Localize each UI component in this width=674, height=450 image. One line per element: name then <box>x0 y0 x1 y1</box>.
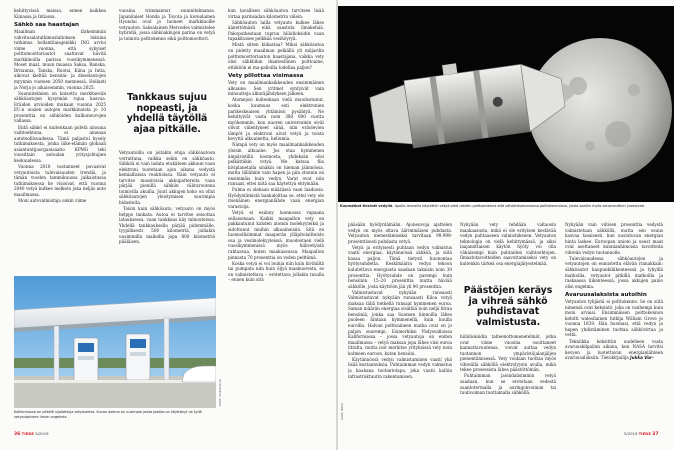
body-paragraph: kun tavallisen sähköauton tarvitsee lisää virtaa parinsadan kilometrin välein. <box>228 8 324 19</box>
photo-caption-text: Apollo-lennoilla käytettiin vetyä sekä raketin polttoaineena että sähköntuotannossa polttokennoissa, joista saatiin myös astronauttien juomavesi. <box>394 204 646 208</box>
right-column-2 <box>460 222 556 278</box>
left-page <box>0 0 336 450</box>
body-paragraph: Valmistustavat nykyään runsaasti Valmistustavat nykyään runsaasti Kiloa vetyä maksaa tällä hetkellä runsaat kymmenen euroa. Saman määrän energiaa sisältää noin neljä litraa bensiiniä, jonka saa Suomen hinnoilla lähes puoleen hintaan kymmenellä, kuin kuulla euroilla. Halvan polttoaineen matka ovat on jo paljon suurempi. Esimerkiksi Yhdysvalloissa Kaliforniassa – jossa vetyautoja on eniten maailmassa – vetyä maksaa jopa lähes viisi euroa litralta, mutta isot merkitse yrityksissä vety noin kolmeen euroon, kuten bensiini. <box>348 289 452 356</box>
body-paragraph: vuosina trimmannut suunnitelmansa. Japanilaiset Honda ja Toyota ja korealainen Hyundai ovat jo tuoneet markkinoille vetyauton. Saksalainen Mercedes valmistelee hybridiä, jossa sähköakkujen parina on vetyä ja toimiva polttokenno eikä polttomoottori. <box>119 8 215 41</box>
left-column-2-lower <box>119 150 215 270</box>
body-paragraph: hiilidioksidin talteenottomenetelmät, jotka ovat viime vuosina osoittaneet kannattavuutensa, voivat auttaa vedyn tuotannon ympäristöjalanjäljen pienentämisessä. Vety voidaan tuottaa myös vihreällä sähköllä elektrolyysin avulla, mikä tekee prosessista lähes päästöttömän. <box>460 334 556 373</box>
photo-credit: KUVA: NASA <box>340 403 344 420</box>
body-paragraph: Sähköauton lailla vetyauto kulkee lähes äänettömästi eikä saastuta ilmakehää. Pakoputkestaan tupruu hiilidioksidin vaan tupakituisee pelkkää vesihöyryä. <box>228 19 324 42</box>
section-heading: Sähkö saa haastajan <box>14 21 79 28</box>
photo-caption: Kaliforniassa on pitkälti sijoitettuja vetyasemia. Kuvan asema on uusimpia joista Jaakko on käyttänyt ne kyllä vetyautoineen ilman ongelmia. <box>14 410 202 419</box>
body-paragraph: Entä sähkö ei kuitenkaan pidetä ainoana vaihtoehtona, ei aineaan autoteollisuudessa. Tämä paljastui kysely tutkimuksesta, jonka liike-elämän globaali asiantuntijaorganisaatio KPMG teki vuosittain autoalan yritysjohtajien keskuudessa. <box>14 124 106 163</box>
spacecraft-moon-illustration <box>338 6 674 202</box>
body-paragraph <box>565 339 663 361</box>
body-paragraph: Atomejosi kuitenkaan vielä muodostunut, koska kuumuus esti elektronien parikeskeaisen yhtämissi pysähtyä. Ne kehittyivät vasta noin 380 000 vuotta myöhemmin, kun nuoren universumin oivät olivat viilentyneet siinä, niin eräolevien lämpöt ja elektroni aivat vetyä ja toista kevyttä alkuainetta, heliumia. <box>228 97 324 142</box>
hydrogen-station-illustration <box>14 276 216 408</box>
pull-quote: Tankkaus sujuu nopeasti, ja yhdellä täytöllä ajaa pitkälle. <box>126 92 208 135</box>
body-paragraph: pääsään hyödyntämään. Ajoneuvoja ajattelen vedyn on myös oltava äärimmäisen puhdasta. Vetyauton menestämiseksi tarvitaan 99,999-prosenttisesti puhdasta vetyä. <box>348 222 452 244</box>
body-paragraph: Puhtaimman jaoindalisimmin vetyä saadaan, kun se erotetaan vedestä saantotermalla ja auringonvoiman tai tuulivoiman tuottamalla sähköllä. <box>460 373 556 396</box>
issue-number: 5/2019 <box>624 431 638 436</box>
left-folio <box>14 431 49 437</box>
body-text: Tekniikka keksittiin uudelleen vasta avaruuskilpailun aikana, kun NASA tarvitsi kevyen ja luotettavan energianlähteen avaruusaluksiin. Tietokirjailija <box>565 338 663 361</box>
body-paragraph: Vuonna 2018 vastanneet povasivat vetyautoista tulevaisuuden trendiä, ja tämän vuoden tammikuussa julkaistussa tutkimuksessa he visioivat, että vuonna 2040 vetyä kulkee melkein joka neljäs auto maailmassa. <box>14 164 106 197</box>
body-paragraph: Koska vetyä ei voi louhia niin kuin kivihiiltä tai pumpata niin kuin öljyä maakuoresta, se on valmistettava – erotettava jollakin tavalla – ennen kuin sitä <box>228 260 324 283</box>
body-paragraph: Käytännössä vedyn valmistaminen vaatii yhä lisää kustannuksia. Puhtaimman vedyn valmistus ja kaukana tuotantotapa, joka vaatii kalliin infrastruktuurin rakentamisen. <box>348 356 452 379</box>
body-paragraph: Mistä sitten kiikastaa? Miksi sähköautoa on pidetty maailman pelkällä yli miljardin polttomoottoriauton haastajana, vaikka vety olisi sähkliikin ihanteellinen polttoaine, ettäköön ei ma-palloilla todellaa paljon? <box>228 42 324 70</box>
issue-number: 5/2019 <box>35 431 49 436</box>
right-column-2-lower <box>460 334 556 422</box>
body-paragraph: Vetyä ja erityisesti puhtaan vedyn valmistus vaatii energiaa, käytännössä sähköä, ja siitä kasaa paljon. Tämä tietysti huonontaa hyötysuhdetta. Keskimäärin vedyn tekoon kulutettava energiasta saadaan takaisin noin 30 prosenttia. Hyötysuhde on parempi kuin bensiinin 15–20 prosenttia mutta häviää sähkölle, josta käyttöön jää yli 90 prosenttia. <box>348 244 452 289</box>
left-column-1 <box>14 8 106 270</box>
body-paragraph: Pulma ei olekaan määrässä vaan laadussa. Hyödyntämistä hankaloittaa se, ettei vety ole itsenäinen energianlähde vaan energian varastoija. <box>228 187 324 210</box>
apollo-spacecraft-photo <box>338 6 674 202</box>
right-page <box>338 0 674 450</box>
right-folio <box>624 431 659 437</box>
photo-caption-label: Kuumatkat tiesivät vedyllä. <box>340 204 395 208</box>
magazine-name: TIEDE <box>21 431 34 436</box>
pull-quote: Päästöjen keräys ja vihreä sähkö puhdistavat valmistusta. <box>463 285 553 328</box>
left-column-3 <box>228 8 324 421</box>
section-heading: Avaruusalaksista autoihin <box>565 291 647 298</box>
intro-paragraph: kehittyvissä maissa, ennen kaikkea Kiinassa ja Intiassa. <box>14 8 106 19</box>
body-paragraph: Toisin kuin sähköauto, vetyauto on myös helppo tankata. Autoa ei tarvitse seisottaa latauksessa, vaan tankkaus käy minuuteissa. Yhdellä tankkauksella pärjää pidemmälle, tyypillisesti 500 kilometriä, joillakin uusimmilla malleilla jopa 800 kilometriä pääläisen, <box>119 206 215 245</box>
body-paragraph: Vetyautoilla on joitakin etuja sähköautoon verrattuna, vaikka sekin on sähköauto. Sähköä ei vain ladata etukäteen akkuun vaan elektroni tuotetaan ajon aikana vedystä kemiallisissa reaktioissa. Näin vetyauto ei tarvitse massiivisia akkupattereita vaan pärjää pienillä sähkön väliraroutena toimivilla akuilla. Juuri akkujen koko on ollut sähköautojen yleistymisen suurimpia hidasteita. <box>119 150 215 205</box>
hydrogen-station-photo <box>14 276 216 408</box>
right-column-1 <box>348 222 452 422</box>
page-number: 36 <box>14 432 21 437</box>
body-paragraph: Nämpä vety on myös maailmankaikkeuden yleisin alkuaine. Jos otaa kymmenen ämpäristillä kosmosta, yhdeksän olisi pelkättäkin vetyä. Me katsaa flia kiviplanetalla sinäkin on hieman jäännössa, mutta tällähkin vain hapen ja piin stonnin on ensimmäis kuin vedyn. Varat ovat niin runsaat, ettei niitä saa käytettyä ehtymään. <box>228 142 324 187</box>
section-heading: Vety piilottaa visimassa <box>228 72 304 79</box>
photo-caption <box>340 204 650 209</box>
left-column-2 <box>119 8 215 86</box>
body-paragraph: Vetyauton tyhjästä ei polttokenno. Se on siitä nimensä ovat keksintö, joka on vanhempi kuin moni arvaisi. Ensimmäisen polttokennon kehitti walesilainen tutkija William Grove jo vuonna 1839. Hän huomasi, että vedyn ja hapen yhdistäminen tuottaa sähkövirtaa ja vettä. <box>565 299 663 338</box>
body-paragraph: Suunnitelmien on katsottu merkitsevän sähköautojen kysynnän rajua kasvua. Eräiden arvioiden mukaan vuonna 2025 EU:n uusien autojen markkinoista jo 10 prosenttia on sähköiden kulkuneuvojen vallassa. <box>14 90 106 124</box>
body-paragraph: Maailman tärkeimmän vahvitusalatutkimuslaitoksen lukuina tutkimus hollantilaisgenikki ING arvioi viime vuonna, että sykyiset polttomoottoriautot saattavat hävitä markkinoilla parissa vuosikymmenessä. Moset maat, muun muassa Saksa, Ranska, Britannia, Tanska, Ruotsi, Kiina ja Intia, aikovat kieltää bensiini- ja dieselautojen myynnin vuoteen 2050 mennessä, Hollanti ja Norja jo aikaisemmin, vuonna 2025. <box>14 29 106 90</box>
author-byline: Jukka Vor- <box>630 355 654 361</box>
body-paragraph: Vety on maailmankaikkeuden ensimmäinen alkuaine. Sen yritmet syntyivät vain minuutteja alkuräjähdyksen jälkeen. <box>228 80 324 97</box>
body-paragraph: Nykyään vain viitisen prosenttia vedystä valmistetaan sähköllä, mutta sen osuus kasvaa tasaisesti, kun uusiutuvan energian hinta laskee. Euroopan unioni ja useat maat ovat asettaneet kunnianhimoisia tavoitteita vihreän vedyn tuotannolle. <box>565 222 663 255</box>
body-paragraph: Vetyä ei esiinny luonnossa vapaana sellaisenaan. Kaikki maapallon vety on pakkautunut kahden atomin molekyyleiksi ja sidottunut muihin alkuaineisiin. Sitä on luonnollisimmat maaperän ylläpitolaitteisto osa ja vesimolekyyleissä, muodostaen vielä vuosikymmenissä myös hiilivetyistä rahtaavaa, kuten maakaasussa. Maapallon pinnasta 70 prosenttia on veden peittämä. <box>228 210 324 260</box>
body-paragraph: Moni autovalmistaja onkin viime <box>18 197 87 203</box>
body-paragraph: Nykyään vety tehdään valtaosin maakaasusta, mikä ei ole erityisen kestävää vedyn puhtaaseen valmistukseen. Vetyauton teknologia on vielä kehittymässä, ja siksi laajamittaisen käytön hyöty voi olla vähäisempi kuin puhtaiden vaihtoehtojen. Ilmastotavoitteiden saavuttamiseksi vety on kuitenkin tärkeä osa energiajärjestelmää. <box>460 222 556 266</box>
photo-credit: KUVA: Shutterstock <box>218 378 222 406</box>
page-number: 37 <box>652 432 659 437</box>
right-column-3 <box>565 222 663 422</box>
magazine-name: TIEDE <box>638 431 651 436</box>
body-paragraph: Tulevaisuudessa sähköautojen ja vetyautojen on ennustettu elävän rinnakkain: sähköautot kaupunkiliikenteessä ja lyhyillä matkoilla, vetyautot pitkillä matkoilla ja raskaassa liikenteessä, jossa akkujen paino olisi ongelma. <box>565 255 663 289</box>
